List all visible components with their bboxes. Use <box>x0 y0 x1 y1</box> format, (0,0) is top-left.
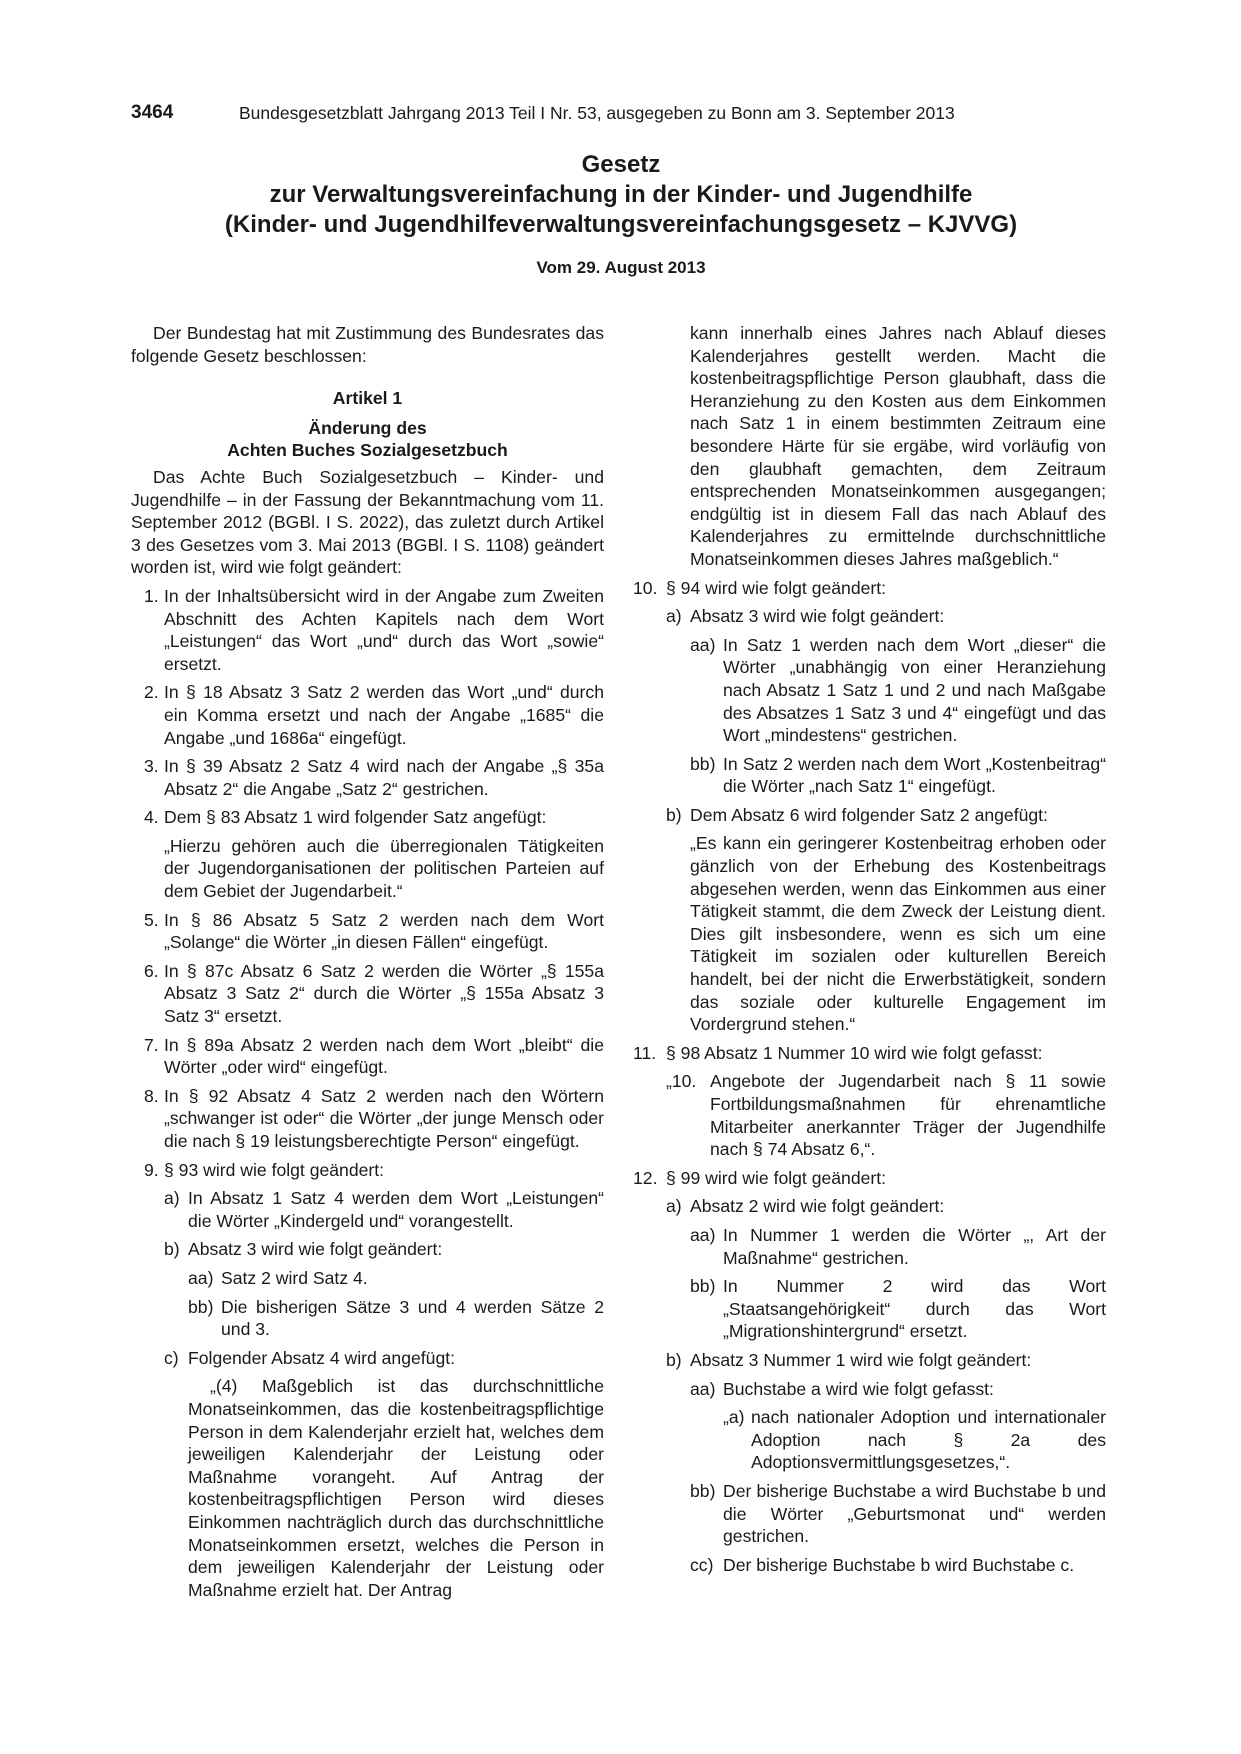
title-line-2: zur Verwaltungsvereinfachung in der Kinder- und Jugendhilfe <box>269 181 973 208</box>
list-item-9: 9. § 93 wird wie folgt geändert: <box>144 1159 385 1180</box>
quote-item-10b: „Es kann ein geringerer Kostenbeitrag erhoben oder gänzlich von der Erhebung des Kostenbeitrags abgesehen werden, wenn das Einkommen aus einer Tätigkeit stammt, die dem Zweck der Leistung dient. Dies gilt insbesondere, wenn es sich um eine Tätigkeit im sozialen oder kulturellen Bereich handelt, bei der nicht die Erwerbstätigkeit, sondern das soziale oder kulturelle Engagement im Vordergrund stehen.“ <box>690 833 1106 1035</box>
article-label: Artikel 1 <box>332 388 403 409</box>
list-item-6: 6. In § 87c Absatz 6 Satz 2 werden die Wörter „§ 155a Absatz 3 Satz 2“ durch die Wörter „§ 155a Absatz 3 Satz 3“ ersetzt. <box>144 960 604 1027</box>
quote-item-9c-continued: kann innerhalb eines Jahres nach Ablauf dieses Kalenderjahres gestellt werden. Macht die kostenbeitragspflichtige Person glaubhaft, dass die Heranziehung zu den Kosten aus dem Einkommen nach Satz 1 in einem bestimmten Zeitraum eine besondere Härte für sie ergäbe, wird vorläufig von den glaubhaft gemachten, dem Zeitraum entsprechenden Monatseinkommen ausgegangen; endgültig ist in diesem Fall das nach Ablauf des Kalenderjahres zu ermittelnde durchschnittliche Monatseinkommen dieses Jahres maßgeblich.“ <box>690 323 1106 569</box>
list-item-12a: a) Absatz 2 wird wie folgt geändert: <box>666 1196 945 1217</box>
list-item-12b-cc: cc) Der bisherige Buchstabe b wird Buchstabe c. <box>690 1554 1075 1575</box>
list-item-10a-aa: aa) In Satz 1 werden nach dem Wort „dieser“ die Wörter „unabhängig von einer Heranziehung nach Absatz 1 Satz 1 und 2 und nach Maßgabe des Absatzes 1 Satz 3 und 4“ eingefügt und das Wort „mindestens“ gestrichen. <box>690 634 1106 746</box>
article-intro: Das Achte Buch Sozialgesetzbuch – Kinder- und Jugendhilfe – in der Fassung der Bekanntmachung vom 11. September 2012 (BGBl. I S. 2022), das zuletzt durch Artikel 3 des Gesetzes vom 3. Mai 2013 (BGBl. I S. 1108) geändert worden ist, wird wie folgt geändert: <box>131 466 604 578</box>
list-item-9a: a) In Absatz 1 Satz 4 werden dem Wort „Leistungen“ die Wörter „Kindergeld und“ vorangestellt. <box>164 1188 604 1231</box>
quote-item-11: „10. Angebote der Jugendarbeit nach § 11 sowie Fortbildungsmaßnahmen für ehrenamtliche Mitarbeiter anerkannter Träger der Jugendhilfe nach § 74 Absatz 6,“. <box>666 1071 1106 1160</box>
article-heading-1: Änderung des <box>308 417 427 438</box>
right-column <box>633 322 1106 1576</box>
list-item-10a: a) Absatz 3 wird wie folgt geändert: <box>666 606 945 627</box>
list-item-12b-aa: aa) Buchstabe a wird wie folgt gefasst: <box>690 1378 994 1399</box>
page-header <box>131 102 1111 130</box>
quote-item-9c: „(4) Maßgeblich ist das durchschnittliche Monatseinkommen, das die kostenbeitragspflichtige Person in dem Kalenderjahr erzielt hat, welches dem jeweiligen Kalenderjahr der Leistung oder Maßnahme vorangeht. Auf Antrag der kostenbeitragspflichtigen Person wird dieses Einkommen nachträglich durch das durchschnittliche Monatseinkommen ersetzt, welches die Person in dem jeweiligen Kalenderjahr der Leistung oder Maßnahme erzielt hat. Der Antrag <box>188 1376 604 1600</box>
list-item-12b: b) Absatz 3 Nummer 1 wird wie folgt geändert: <box>666 1349 1032 1370</box>
title-line-3: (Kinder- und Jugendhilfeverwaltungsvereinfachungsgesetz – KJVVG) <box>224 211 1018 238</box>
list-item-5: 5. In § 86 Absatz 5 Satz 2 werden nach dem Wort „Solange“ die Wörter „in diesen Fällen“ eingefügt. <box>144 909 604 953</box>
article-heading-2: Achten Buches Sozialgesetzbuch <box>227 440 508 461</box>
list-item-12: 12. § 99 wird wie folgt geändert: <box>633 1167 887 1188</box>
title-line-1: Gesetz <box>581 151 661 178</box>
list-item-9b: b) Absatz 3 wird wie folgt geändert: <box>164 1239 443 1260</box>
list-item-2: 2. In § 18 Absatz 3 Satz 2 werden das Wort „und“ durch ein Komma ersetzt und nach der Angabe „1685“ die Angabe „und 1686a“ eingefügt. <box>144 682 604 748</box>
list-item-11: 11. § 98 Absatz 1 Nummer 10 wird wie folgt gefasst: <box>633 1042 1043 1063</box>
list-item-12a-aa: aa) In Nummer 1 werden die Wörter „, Art der Maßnahme“ gestrichen. <box>690 1224 1106 1268</box>
list-item-9c: c) Folgender Absatz 4 wird angefügt: <box>164 1347 456 1368</box>
list-item-12b-bb: bb) Der bisherige Buchstabe a wird Buchstabe b und die Wörter „Geburtsmonat und“ werden gestrichen. <box>690 1480 1106 1547</box>
left-column <box>131 322 604 1601</box>
law-date: Vom 29. August 2013 <box>536 258 706 277</box>
list-item-10: 10. § 94 wird wie folgt geändert: <box>633 577 887 598</box>
quote-item-4: „Hierzu gehören auch die überregionalen Tätigkeiten der Jugendorganisationen der politischen Parteien auf dem Gebiet der Jugendarbeit.“ <box>164 835 604 902</box>
list-item-1: 1. In der Inhaltsübersicht wird in der Angabe zum Zweiten Abschnitt des Achten Kapitels nach dem Wort „Leistungen“ das Wort „und“ durch das Wort „sowie“ ersetzt. <box>144 585 604 674</box>
list-item-3: 3. In § 39 Absatz 2 Satz 4 wird nach der Angabe „§ 35a Absatz 2“ die Angabe „Satz 2“ gestrichen. <box>144 756 604 799</box>
law-title <box>131 150 1111 240</box>
list-item-4: 4. Dem § 83 Absatz 1 wird folgender Satz angefügt: <box>144 807 547 828</box>
preamble: Der Bundestag hat mit Zustimmung des Bundesrates das folgende Gesetz beschlossen: <box>131 323 604 366</box>
list-item-9b-aa: aa) Satz 2 wird Satz 4. <box>188 1267 368 1288</box>
quote-item-12b-aa: „a) nach nationaler Adoption und internationaler Adoption nach § 2a des Adoptionsvermittlungsgesetzes,“. <box>723 1407 1106 1473</box>
running-title: Bundesgesetzblatt Jahrgang 2013 Teil I Nr. 53, ausgegeben zu Bonn am 3. September 2013 <box>239 103 955 123</box>
list-item-12a-bb: bb) In Nummer 2 wird das Wort „Staatsangehörigkeit“ durch das Wort „Migrationshintergrund“ ersetzt. <box>690 1276 1106 1342</box>
list-item-10a-bb: bb) In Satz 2 werden nach dem Wort „Kostenbeitrag“ die Wörter „nach Satz 1“ eingefügt. <box>690 753 1106 797</box>
list-item-7: 7. In § 89a Absatz 2 werden nach dem Wort „bleibt“ die Wörter „oder wird“ eingefügt. <box>144 1034 604 1078</box>
list-item-9b-bb: bb) Die bisherigen Sätze 3 und 4 werden Sätze 2 und 3. <box>188 1296 604 1340</box>
page-number: 3464 <box>131 102 174 123</box>
list-item-8: 8. In § 92 Absatz 4 Satz 2 werden nach den Wörtern „schwanger ist oder“ die Wörter „der junge Mensch oder die nach § 19 leistungsberechtigte Person“ eingefügt. <box>144 1085 604 1151</box>
list-item-10b: b) Dem Absatz 6 wird folgender Satz 2 angefügt: <box>666 804 1048 825</box>
